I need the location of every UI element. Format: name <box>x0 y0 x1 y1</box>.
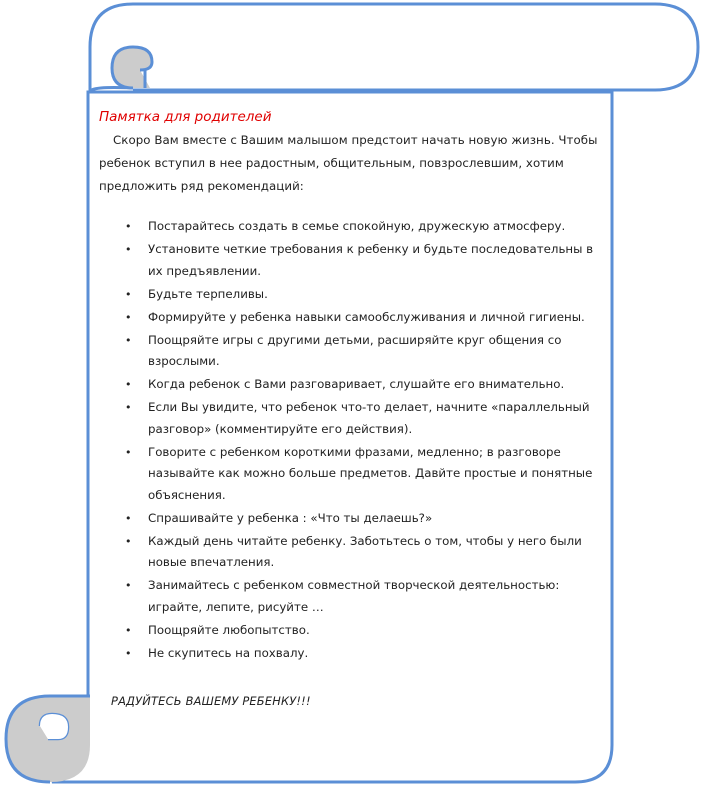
list-item <box>99 531 599 574</box>
list-item <box>99 330 599 373</box>
tip-text: Поощряйте любопытство. <box>148 622 310 637</box>
tip-text: Установите четкие требования к ребенку и будьте последовательны в их предъявлении. <box>148 242 594 278</box>
list-item <box>99 575 599 618</box>
tip-text: Спрашивайте у ребенка : «Что ты делаешь?» <box>148 510 433 525</box>
bullet-icon: • <box>125 310 132 324</box>
tip-text: Постарайтесь создать в семье спокойную, дружескую атмосферу. <box>148 219 566 233</box>
tip-text: Не скупитесь на похвалу. <box>148 645 309 660</box>
bullet-icon: • <box>125 623 132 637</box>
tip-text: Поощряйте игры с другими детьми, расширяйте круг общения со взрослыми. <box>148 332 562 368</box>
tip-text: Когда ребенок с Вами разговаривает, слушайте его внимательно. <box>148 377 565 391</box>
bullet-icon: • <box>125 511 132 525</box>
bullet-icon: • <box>125 401 132 414</box>
list-item <box>99 239 599 282</box>
list-item <box>99 284 599 306</box>
tips-list <box>99 216 599 664</box>
bullet-icon: • <box>125 378 132 391</box>
tip-text: Будьте терпеливы. <box>148 286 268 301</box>
tip-text: Каждый день читайте ребенку. Заботьтесь о том, чтобы у него были новые впечатления. <box>148 533 582 569</box>
scroll-top-roll <box>133 4 698 90</box>
bullet-icon: • <box>125 243 132 256</box>
bullet-icon: • <box>125 333 132 347</box>
tip-text: Говорите с ребенком короткими фразами, медленно; в разговоре называйте как можно больше предметов. Давйте простые и понятные объяснения. <box>148 444 593 502</box>
list-item <box>99 397 599 440</box>
list-item <box>99 643 599 665</box>
bullet-icon: • <box>125 445 132 459</box>
memo-content <box>99 108 599 710</box>
tip-text: Если Вы увидите, что ребенок что-то делает, начните «параллельный разговор» (комментируйте его действия). <box>148 400 590 436</box>
list-item <box>99 216 599 238</box>
bullet-icon: • <box>125 287 132 301</box>
list-item <box>99 374 599 396</box>
bullet-icon: • <box>125 646 132 660</box>
bullet-icon: • <box>125 220 132 233</box>
memo-closing: РАДУЙТЕСЬ ВАШЕМУ РЕБЕНКУ!!! <box>111 694 311 708</box>
list-item <box>99 508 599 530</box>
list-item <box>99 620 599 642</box>
memo-intro: Скоро Вам вместе с Вашим малышом предстоит начать новую жизнь. Чтобы ребенок вступил в нее радостным, общительным, повзрослевшим, хотим предложить ряд рекомендаций: <box>99 133 598 193</box>
list-item <box>99 442 599 507</box>
bullet-icon: • <box>125 534 132 548</box>
list-item <box>99 307 599 329</box>
bullet-icon: • <box>125 579 132 592</box>
tip-text: Занимайтесь с ребенком совместной творческой деятельностью: играйте, лепите, рисуйте … <box>148 578 560 614</box>
memo-title: Памятка для родителей <box>99 109 272 125</box>
tip-text: Формируйте у ребенка навыки самообслуживания и личной гигиены. <box>148 309 585 324</box>
